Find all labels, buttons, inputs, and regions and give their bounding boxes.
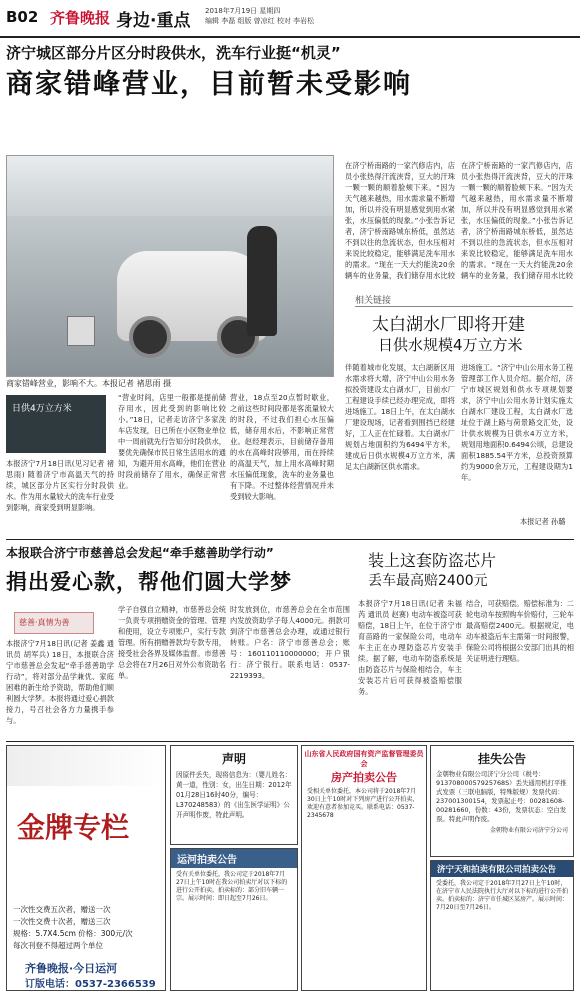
property-org: 山东省人民政府国有资产监督管理委员会 [304,750,424,768]
story3-headline-2: 丢车最高赔2400元 [368,573,488,589]
story1-text: 本报济宁7月18日讯(见习记者 褚思雨) 随着济宁市高温天气的持续，城区部分片区实行分时段供水。作为用水量较大的洗车行业受到影响，商家受到明显影响。 [6,459,114,512]
story2-kicker: 本报联合济宁市慈善总会发起“牵手慈善助学行动” [6,546,274,560]
story1-text: 在济宁桥南路的一家汽修店内，店员小张热得汗流浃背，豆大的汗珠一颗一颗的顺着脸颊下来。“因为天气越来越热，用水需求量不断增加，所以并没有明显感觉到用水紧张，水压偏低的现象。”小张告诉记者，济宁桥南路城东桥低，虽然达不到以往的急流状态，但水压相对来说比较稳定，能够满足洗车用水的需求。“现在一天大约能洗20余辆车的业务量，我们储存用水比较 [461,161,573,280]
related-col2 [461,362,573,512]
header-date: 2018年7月19日 星期四 [205,7,281,15]
guashi-body: 金朝物业有限公司济宁分公司（税号：91370800057925768S）丢失通用机打平推式发票（三联电脑版，特殊版规）发票代码：237001300154，发票起止号：00281608-00281660，份数：43份，发票状态：空白发票。特此声明作废。 [436,770,567,823]
story1-col-right-b [461,160,573,280]
story2-col1 [6,638,114,738]
story1-text: 营业，18点至20点暂时歇业，之前这些时间段都是客流量较大的时段，不过我们担心水压偏低，储存用水后，不影响正常营业。赵经理表示，目前储存备用的水在高峰时段够用，而在持续的高温天气，加上用水高峰时期水压偏低现象，洗车的业务量也有下降。不过整体经营情况并未受到较大影响。 [230,393,334,501]
story3-text: 本报济宁7月18日讯(记者 朱福芮 通讯员 赵赛) 电动车被盗可获赔偿，18日上午，在位于济宁市育苗路的一家保险公司，电动车车主正在办理防盗芯片安装手续。据了解，电动车防盗系统是由防盗芯片与保险相结合，车主安装芯片后可获得被盗赔偿服务。 [358,599,462,696]
guashi-author: 金朝物业有限公司济宁分公司 [489,827,568,834]
story3-col2 [466,598,574,738]
guashi-title: 挂失公告 [477,752,526,766]
section-title: 身边·重点 [116,11,191,31]
related-col1 [345,362,455,527]
story2-headline: 捐出爱心款，帮他们圆大学梦 [6,570,292,594]
story1-kicker: 济宁城区部分片区分时段供水，洗车行业挺“机灵” [6,44,341,62]
photo-background [7,156,333,216]
story1-col3 [230,392,334,537]
jinpai-term: 一次性交费五次者，赠送一次 [13,905,111,914]
related-text: 进场施工。“济宁中山公用水务工程管理部工作人员介绍。据介绍，济宁市城区规划和供水专项规划要求，济宁中山公用水务计划实施太白湖水厂建设工程，太白湖水厂选址位于湖上路与荷景路交汇处，设计供水规模为日供水4万立方米，规划用地面积0.6494公顷，总建设面积1885.54平方米，总投资预算约为9000余万元，工程建设期为1年。 [461,363,573,482]
ad-yunhe-auction [170,848,298,991]
related-tag: 相关链接 [355,296,392,306]
jinpai-brand: 齐鲁晚报·今日运河 [25,962,118,975]
ads-rule [6,741,574,742]
jinpai-title: 金牌专栏 [17,811,130,844]
yunhe-auction-title: 运河拍卖公告 [171,849,297,868]
related-headline-2: 日供水规模4万立方米 [378,336,523,354]
photo-wheel [129,316,171,358]
related-link-bar [355,288,573,307]
related-headline-1: 太白湖水厂即将开建 [372,315,525,335]
story2-text: 本报济宁7月18日讯(记者 姜鑫 通讯员 胡军兵) 18日，本报联合济宁市慈善总会发起“牵手慈善助学行动”，将对部分品学兼优、家庭困难的新生给予资助，帮助他们顺利圆大学梦。本报将通过爱心捐款接力，号召社会各方力量携手参与。 [6,639,114,725]
header-editors: 编辑 李磊 组版 曾凉红 校对 李岩松 [205,17,315,25]
property-body: 受相关单位委托，本公司将于2018年7月30日上午10时对下列房产进行公开拍卖，欢迎有意者参加竞买。联系电话：0537-2345678 [307,788,419,819]
plum-decoration [7,746,166,786]
jinpai-terms [13,904,133,952]
related-text: 伴随着城市化发展，太白湖新区用水需求将大增，济宁中山公用水务拟投资建设太白湖水厂，目前水厂工程建设手续已经办理完成，即将进场施工。18日上午，在太白湖水厂建设现场，记者看到围挡已经建好，工人正在忙碌着。太白湖水厂规划占地面积约为6494平方米，建成后日供水规模4万立方米，满足太白湖新区供水需求。 [345,363,455,471]
badge-text: 日供4万立方米 [12,404,72,414]
jinpai-term: 一次性交费十次者，赠送三次 [13,917,111,926]
story3-col1 [358,598,462,738]
jinpai-term: 规格：5.7X4.5cm 价格：300元/次 [13,929,133,938]
property-title: 房产拍卖公告 [331,771,397,784]
ad-shengming [170,745,298,845]
ad-property-auction [301,745,427,991]
story1-col2 [118,392,226,537]
story1-col1 [6,458,114,536]
story2-column-tag: 慈善·真情为善 [14,612,94,634]
paper-logo: 齐鲁晚报 [50,9,111,27]
tianhe-title: 济宁天和拍卖有限公司拍卖公告 [431,861,573,877]
story2-col3 [230,604,350,738]
story3-headline-1: 装上这套防盗芯片 [368,551,497,570]
story1-headline: 商家错峰营业，目前暂未受影响 [6,69,412,100]
header-meta [205,6,314,26]
ad-tianhe-auction [430,860,574,991]
shengming-title: 声明 [221,752,246,766]
section-rule [6,539,574,540]
photo-worker [247,226,277,336]
photo-bucket [67,316,95,346]
ad-jinpai [6,745,166,991]
related-author: 本报记者 孙璐 [520,517,566,526]
story2-col2 [118,604,226,738]
shengming-body: 因原件丢失，现将信息为：（婴儿姓名：黄一道，性别：女，出生日期：2012年01月28日16时40分，编号：L370248583）的《出生医学证明》公开声明作废，特此声明。 [176,771,292,819]
story3-text: 结合，可获赔偿。赔偿标准为：二轮电动车按照购车价赔付，三轮车最高赔偿2400元。根据规定，电动车被盗后车主需第一时间报警，保险公司将根据公安部门出具的相关证明进行理赔。 [466,599,574,663]
jinpai-phone: 订版电话：0537-2366539 [25,979,156,990]
story1-badge [6,395,106,453]
car-wash-photo [6,155,334,377]
story2-text: 学子自强自立精神，市慈善总会统一负责专项捐赠资金的管理、管理和使用，设立专项账户，实行专款管理。所有捐赠善款均专款专用，接受社会各界及媒体监督。市慈善总会将在7月26日对外公布资助名单。 [118,605,226,680]
story1-text: “营业时间，店里一般都是提前储存用水，因此受到的影响比较小。”18日，记者走访济宁多家洗车店发现，日已所在小区物业单位中一周前就先行告知分时段供水，要优先确保市民日常生活用水的通知，为避开用水高峰，他们在营业时段前储存了用水，确保正常营业。 [118,393,226,490]
page-number: B02 [6,8,39,26]
tianhe-body: 受委托，我公司定于2018年7月27日上午10时，在济宁市人民法院执行大厅对以下标的进行公开拍卖。拍卖标的：济宁市任城区某房产。展示时间：7月20日至7月26日。 [436,880,569,911]
jinpai-term: 每次刊登不得超过两个单位 [13,941,103,950]
story1-col-right-a [345,160,455,280]
story1-text: 在济宁桥南路的一家汽修店内，店员小张热得汗流浃背，豆大的汗珠一颗一颗的顺着脸颊下来。“因为天气越来越热，用水需求量不断增加，所以并没有明显感觉到用水紧张，水压偏低的现象。”小张告诉记者，济宁桥南路城东桥低，虽然达不到以往的急流状态，但水压相对来说比较稳定，能够满足洗车用水的需求。“现在一天大约能洗20余辆车的业务量，我们储存用水比较 [345,161,455,280]
ad-guashi [430,745,574,857]
yunhe-auction-body: 受有关单位委托，我公司定于2018年7月27日上午10时在我公司拍卖厅对以下标的进行公开拍卖。拍卖标的：部分旧车辆一宗。展示时间：即日起至7月26日。 [176,871,288,902]
story2-text: 时发放到位，市慈善总会在全市范围内发放资助学子每人4000元。捐款可到济宁市慈善总会办理，或通过银行转账。户名：济宁市慈善总会；账号：160110110000000；开户银行：济宁银行。联系电话：0537-2219393。 [230,605,350,680]
page-header [0,0,580,38]
photo-caption: 商家错峰营业，影响不大。本报记者 褚思雨 摄 [6,379,172,388]
